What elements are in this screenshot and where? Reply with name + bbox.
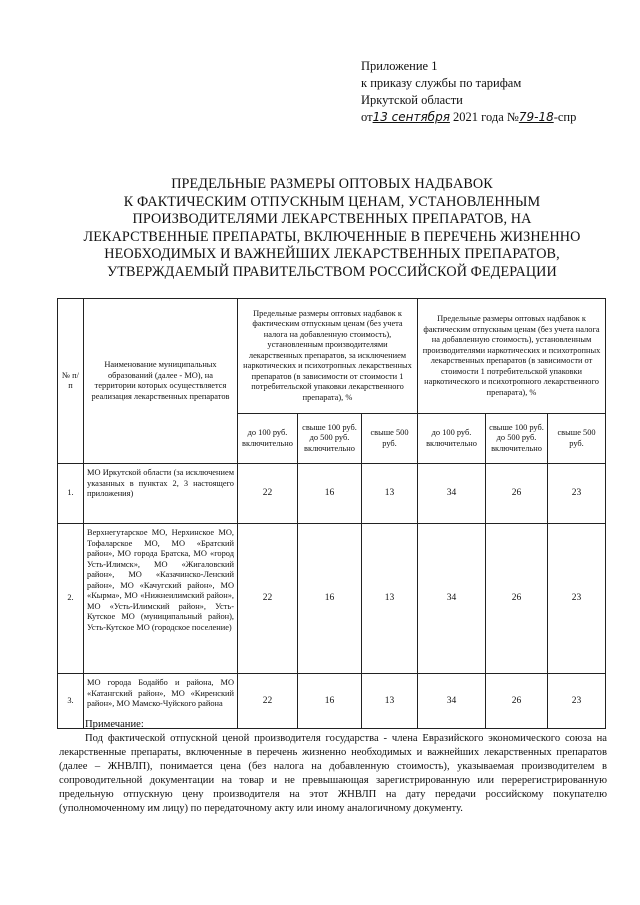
appendix-header	[361, 58, 576, 126]
value-cell: 23	[548, 674, 606, 729]
row-number: 2.	[58, 524, 84, 674]
value-cell: 26	[486, 674, 548, 729]
value-cell: 34	[418, 464, 486, 524]
header-num: № п/п	[58, 299, 84, 464]
handwritten-number: 79-18	[518, 110, 554, 124]
header-group-standard: Предельные размеры оптовых надбавок к фактическим отпускным ценам (без учета налога на добавленную стоимость), установленным производителями лекарственных препаратов, за исключением наркотических и психотропных лекарственных препаратов (в зависимости от стоимости 1 потребительской упаковки лекарственного препарата), %	[238, 299, 418, 414]
markup-table	[57, 298, 606, 729]
title-line: НЕОБХОДИМЫХ И ВАЖНЕЙШИХ ЛЕКАРСТВЕННЫХ ПРЕПАРАТОВ,	[104, 246, 560, 262]
value-cell: 16	[298, 674, 362, 729]
row-number: 3.	[58, 674, 84, 729]
value-cell: 22	[238, 674, 298, 729]
value-cell: 34	[418, 524, 486, 674]
value-cell: 23	[548, 464, 606, 524]
value-cell: 13	[362, 524, 418, 674]
value-cell: 26	[486, 464, 548, 524]
subheader-up-to-100: до 100 руб. включительно	[238, 414, 298, 464]
notes-text: Под фактической отпускной ценой производителя государства - члена Евразийского экономического союза на лекарственные препараты, включенные в перечень жизненно необходимых и важнейших лекарственных препаратов (далее – ЖНВЛП), понимается цена (без налога на добавленную стоимость), указываемая производителем в сопроводительной документации на товар и не превышающая зарегистрированную или перерегистрированную предельную отпускную цену производителя на этот ЖНВЛП на дату передачи российскому покупателю (уполномоченному им лицу) по передаточному акту или иному аналогичному документу.	[59, 733, 607, 814]
value-cell: 22	[238, 464, 298, 524]
year-text: 2021 года №	[453, 110, 519, 124]
value-cell: 13	[362, 674, 418, 729]
handwritten-date: 13 сентября	[372, 110, 450, 124]
value-cell: 26	[486, 524, 548, 674]
subheader-over-500: свыше 500 руб.	[548, 414, 606, 464]
order-suffix: -спр	[553, 110, 577, 124]
title-line: ПРОИЗВОДИТЕЛЯМИ ЛЕКАРСТВЕННЫХ ПРЕПАРАТОВ, НА	[132, 211, 532, 227]
subheader-up-to-100: до 100 руб. включительно	[418, 414, 486, 464]
title-line: ПРЕДЕЛЬНЫЕ РАЗМЕРЫ ОПТОВЫХ НАДБАВОК	[171, 176, 493, 192]
notes-section	[59, 718, 607, 816]
appendix-label: Приложение 1	[361, 59, 438, 73]
value-cell: 13	[362, 464, 418, 524]
header-municipality: Наименование муниципальных образований (далее - МО), на территории которых осуществляется реализация лекарственных препаратов	[84, 299, 238, 464]
title-line: ЛЕКАРСТВЕННЫЕ ПРЕПАРАТЫ, ВКЛЮЧЕННЫЕ В ПЕРЕЧЕНЬ ЖИЗНЕННО	[83, 228, 581, 245]
municipality-name: Верхнегутарское МО, Нерхинское МО, Тофаларское МО, МО «Братский район», МО города Братска, МО «город Усть-Илимск», МО «Жигаловский район», МО «Казачинско-Ленский район», МО «Качугский район», МО «Кырма», МО «Нижнеилимский район», МО «Усть-Илимский район», Усть-Кутское МО (муниципальный район), Усть-Кутское МО (городское поселение)	[84, 524, 238, 674]
subheader-over-500: свыше 500 руб.	[362, 414, 418, 464]
document-title	[52, 176, 612, 281]
title-line: К ФАКТИЧЕСКИМ ОТПУСКНЫМ ЦЕНАМ, УСТАНОВЛЕННЫМ	[123, 193, 541, 210]
title-line: УТВЕРЖДАЕМЫЙ ПРАВИТЕЛЬСТВОМ РОССИЙСКОЙ ФЕДЕРАЦИИ	[107, 263, 557, 280]
value-cell: 23	[548, 524, 606, 674]
municipality-name: МО Иркутской области (за исключением указанных в пунктах 2, 3 настоящего приложения)	[84, 464, 238, 524]
appendix-region: Иркутской области	[361, 93, 463, 107]
municipality-name: МО города Бодайбо и района, МО «Катангский район», МО «Киренский район», МО Мамско-Чуйского района	[84, 674, 238, 729]
value-cell: 34	[418, 674, 486, 729]
value-cell: 22	[238, 524, 298, 674]
table-header-row	[58, 299, 606, 414]
notes-title: Примечание:	[85, 719, 144, 730]
appendix-order-ref: к приказу службы по тарифам	[361, 76, 522, 90]
subheader-100-to-500: свыше 100 руб. до 500 руб. включительно	[298, 414, 362, 464]
table-row	[58, 524, 606, 674]
row-number: 1.	[58, 464, 84, 524]
date-prefix: от	[361, 110, 373, 124]
header-group-narcotic: Предельные размеры оптовых надбавок к фактическим отпускным ценам (без учета налога на добавленную стоимость), установленным производителями наркотических и психотропных лекарственных препаратов (в зависимости от стоимости 1 потребительской упаковки наркотического и психотропного лекарственного препарата), %	[418, 299, 606, 414]
table-row	[58, 464, 606, 524]
appendix-date-line	[361, 109, 576, 126]
value-cell: 16	[298, 464, 362, 524]
value-cell: 16	[298, 524, 362, 674]
subheader-100-to-500: свыше 100 руб. до 500 руб. включительно	[486, 414, 548, 464]
